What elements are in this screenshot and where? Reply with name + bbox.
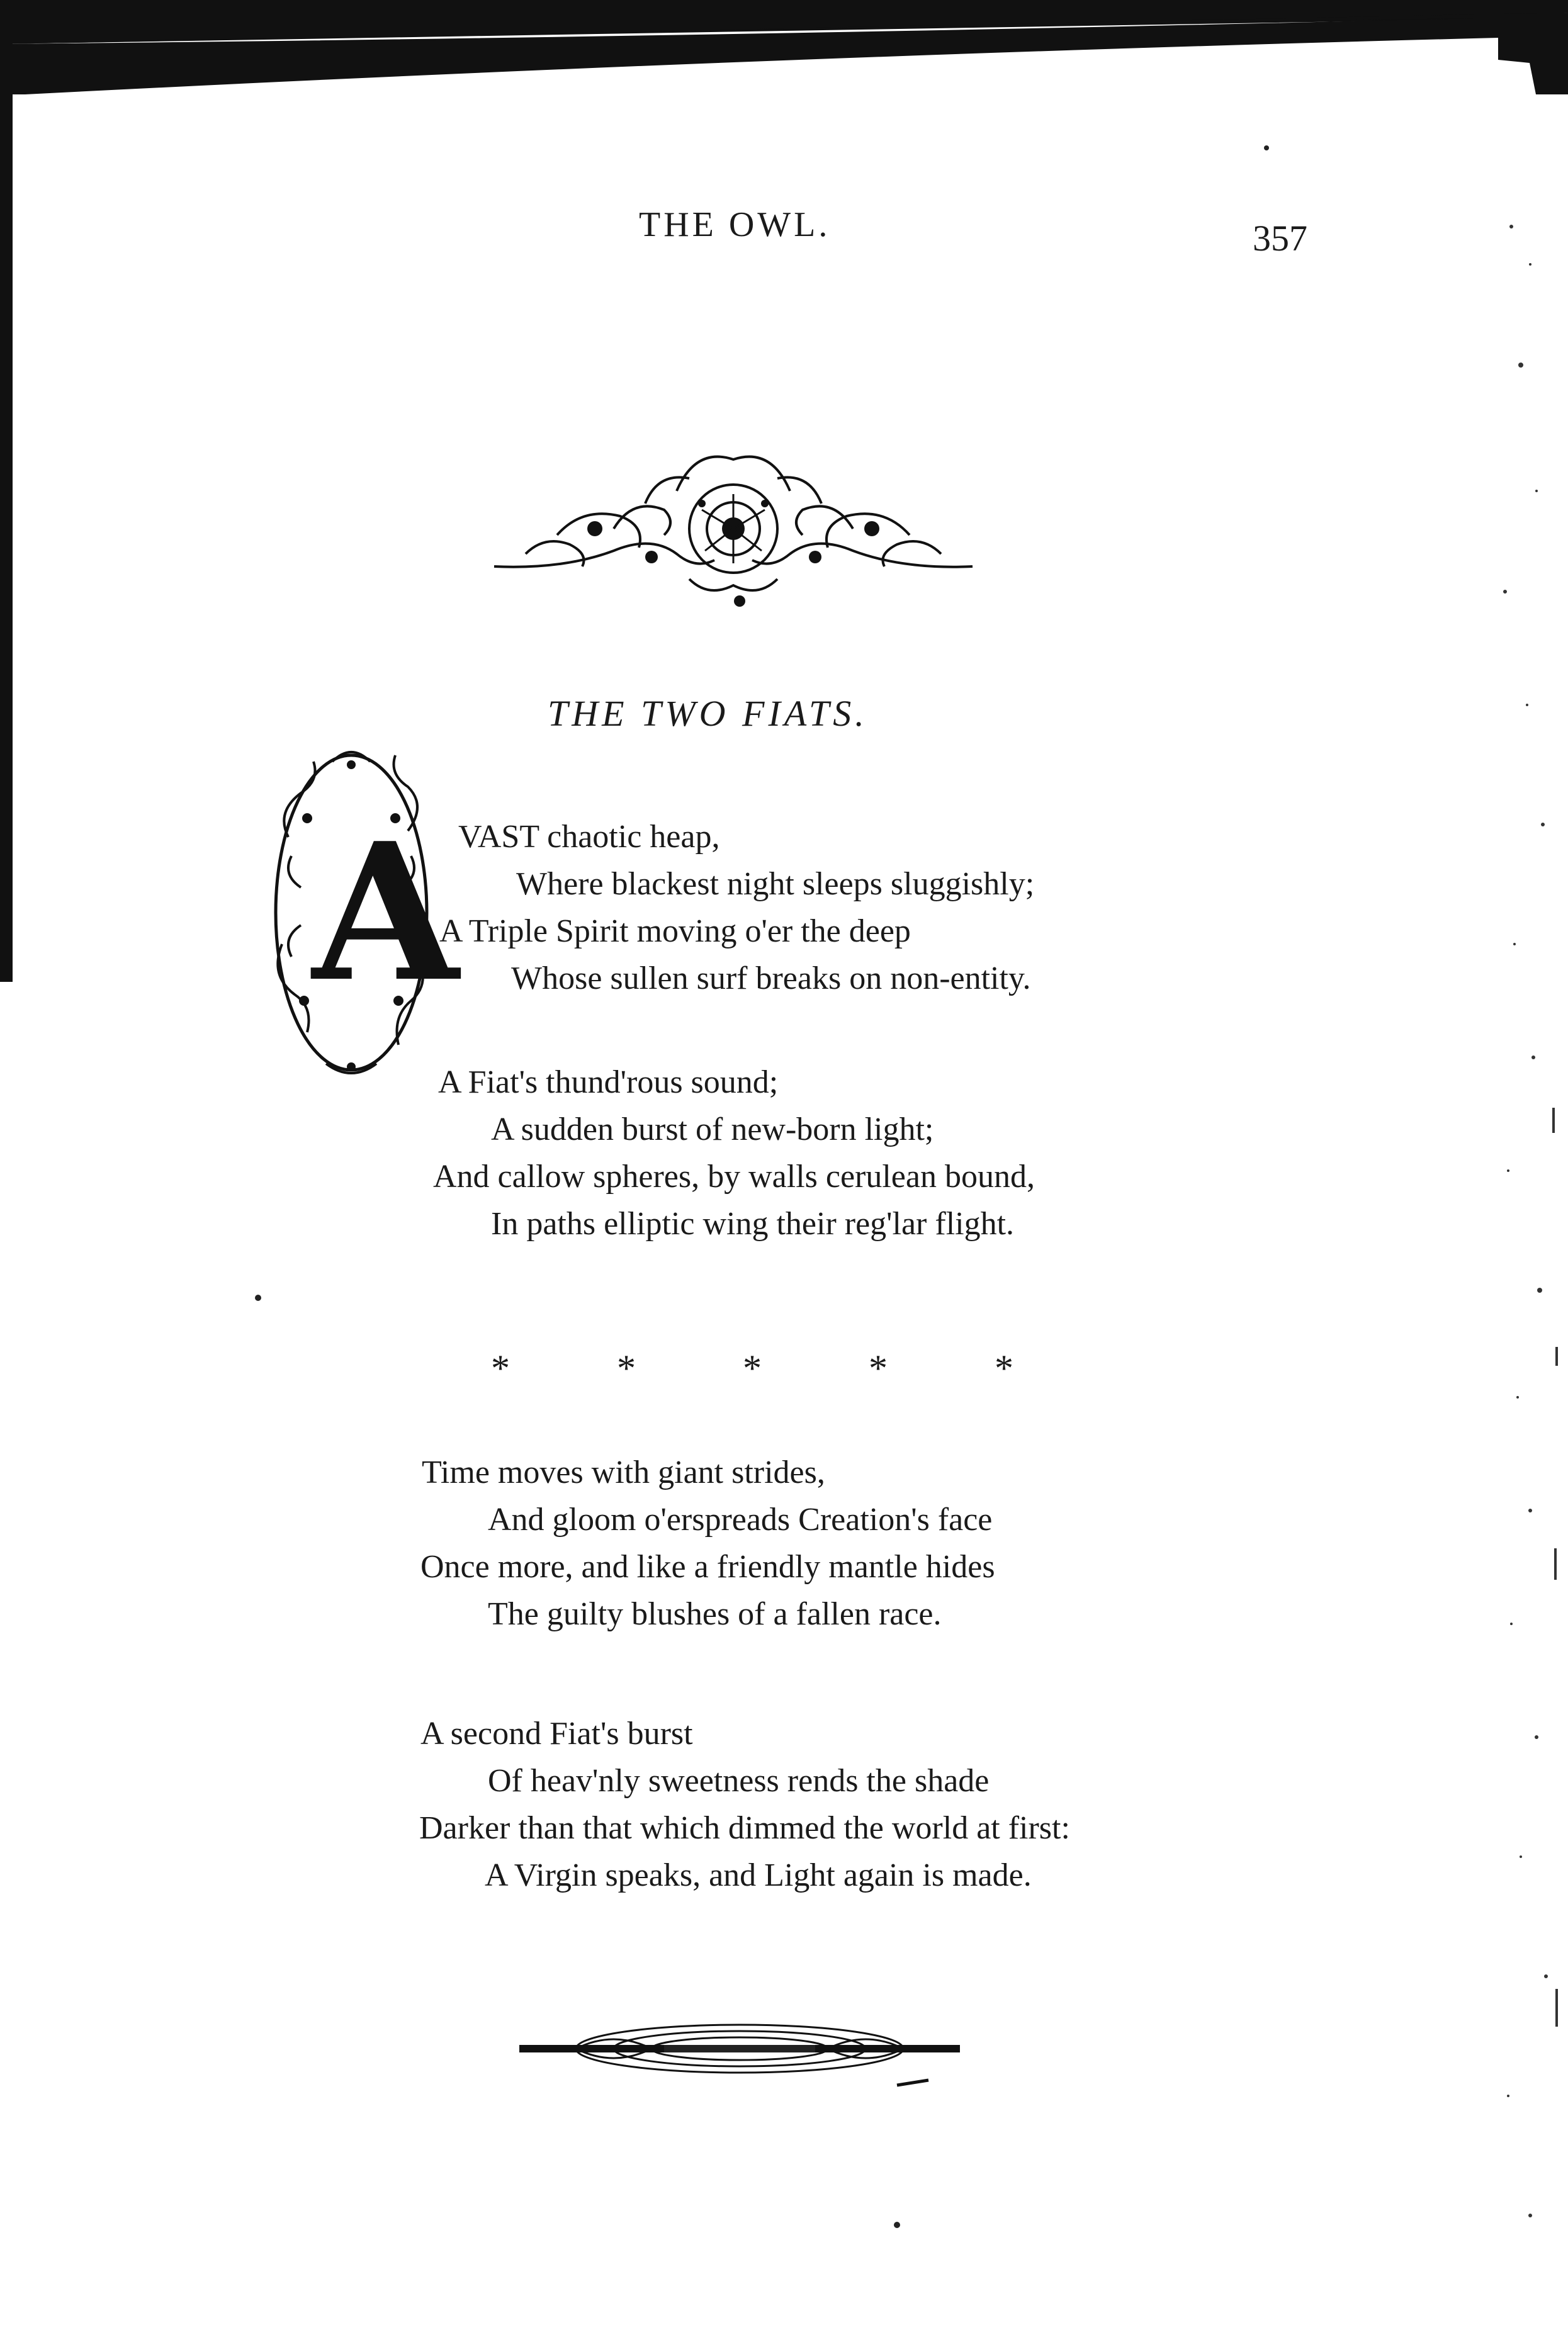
tailpiece-ornament [519,2017,960,2093]
drop-cap [263,736,459,1089]
asterisk: * [995,1348,1013,1389]
scan-right-edge [1492,101,1568,2316]
poem-line: A Fiat's thund'rous sound; [438,1064,779,1100]
poem-line: A Virgin speaks, and Light again is made. [485,1857,1032,1893]
poem-line: A sudden burst of new-born light; [491,1112,934,1147]
poem-line: And gloom o'erspreads Creation's face [488,1502,993,1538]
poem-line: Time moves with giant strides, [422,1455,825,1490]
asterisk: * [491,1348,510,1389]
poem-title: THE TWO FIATS. [548,693,868,734]
poem-line: And callow spheres, by walls cerulean bound, [433,1159,1035,1195]
asterisk: * [869,1348,888,1389]
page-number: 357 [1253,218,1307,259]
scan-left-edge [0,38,13,982]
poem-line: A second Fiat's burst [420,1716,693,1752]
running-title: THE OWL. [639,205,831,244]
poem-line: The guilty blushes of a fallen race. [488,1596,942,1632]
poem-line: A Triple Spirit moving o'er the deep [439,913,911,949]
poem-line: VAST chaotic heap, [458,819,720,855]
poem-line: Darker than that which dimmed the world at first: [419,1810,1070,1846]
scan-top-edge [0,0,1568,94]
poem-line: In paths elliptic wing their reg'lar flight. [491,1206,1015,1242]
floral-headpiece-ornament [488,434,979,623]
poem-line: Whose sullen surf breaks on non-entity. [511,960,1031,996]
asterisk: * [617,1348,636,1389]
poem-line: Where blackest night sleeps sluggishly; [516,866,1035,902]
drop-cap-letter: A [312,801,459,1023]
asterisk: * [743,1348,762,1389]
poem-line: Of heav'nly sweetness rends the shade [488,1763,990,1799]
poem-line: Once more, and like a friendly mantle hides [420,1549,995,1585]
